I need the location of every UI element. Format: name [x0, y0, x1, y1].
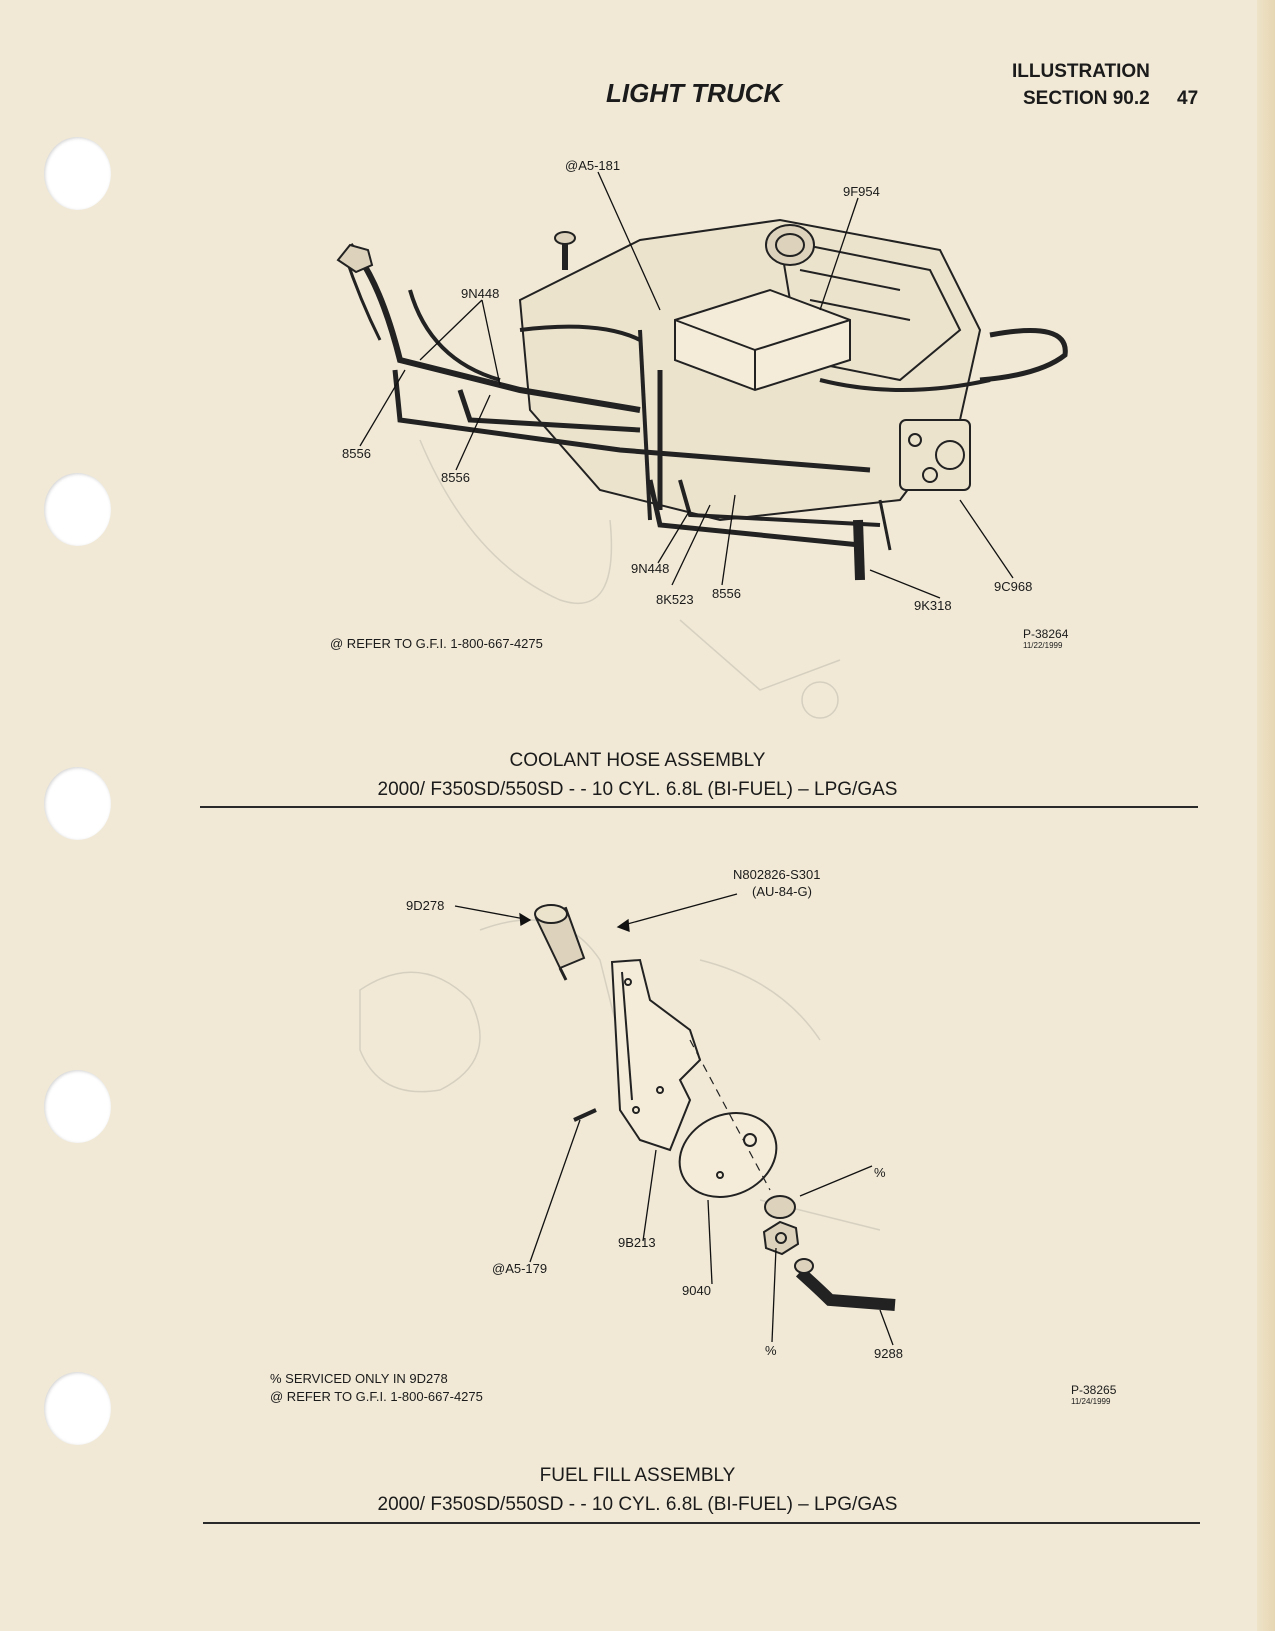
callout-9040: 9040: [682, 1283, 711, 1298]
callout-9d278: 9D278: [406, 898, 445, 913]
figure-reference-id: P-38264: [1023, 627, 1069, 641]
callout-percent-upper: %: [874, 1165, 886, 1180]
page-title: LIGHT TRUCK: [606, 78, 783, 108]
figure-reference-number: [1023, 629, 1068, 651]
figure-caption-subtitle: 2000/ F350SD/550SD - - 10 CYL. 6.8L (BI-FUEL) – LPG/GAS: [377, 1494, 898, 1515]
figure-reference-id: P-38265: [1071, 1383, 1117, 1397]
callout-9n448-lower: 9N448: [631, 561, 670, 576]
callout-8556-lower: 8556: [712, 586, 741, 601]
figure-reference-number: [1071, 1385, 1116, 1407]
figure-caption-subtitle: 2000/ F350SD/550SD - - 10 CYL. 6.8L (BI-FUEL) – LPG/GAS: [377, 779, 898, 800]
callout-n802826-s301: N802826-S301: [733, 867, 821, 882]
gfi-reference-note: @ REFER TO G.F.I. 1-800-667-4275: [270, 1389, 483, 1404]
callout-8556-left: 8556: [342, 446, 371, 461]
figure-caption-title: FUEL FILL ASSEMBLY: [539, 1465, 736, 1486]
figure-reference-date: 11/24/1999: [1071, 1397, 1111, 1406]
callout-9b213: 9B213: [618, 1235, 656, 1250]
callout-a5-179: @A5-179: [492, 1261, 548, 1276]
section-label: SECTION 90.2: [1023, 88, 1150, 109]
callout-9n448-upper: 9N448: [461, 286, 500, 301]
gfi-reference-note: @ REFER TO G.F.I. 1-800-667-4275: [330, 636, 543, 651]
callout-8556-mid: 8556: [441, 470, 470, 485]
figure-divider-rule: [203, 1522, 1200, 1524]
callout-a5-181: @A5-181: [565, 158, 621, 173]
callout-9k318: 9K318: [914, 598, 952, 613]
callout-au-84-g: (AU-84-G): [752, 884, 812, 899]
callout-9c968: 9C968: [994, 579, 1033, 594]
serviced-only-note: % SERVICED ONLY IN 9D278: [270, 1371, 448, 1386]
callout-9f954: 9F954: [843, 184, 880, 199]
callout-percent-lower: %: [765, 1343, 777, 1358]
illustration-label: ILLUSTRATION: [1012, 61, 1150, 82]
figure-caption-title: COOLANT HOSE ASSEMBLY: [509, 750, 766, 771]
callout-8k523: 8K523: [656, 592, 694, 607]
page-number: 47: [1177, 88, 1199, 109]
coolant-hose-drawing: [338, 220, 1065, 580]
fuel-fill-drawing: [535, 905, 895, 1305]
figure-reference-date: 11/22/1999: [1023, 641, 1063, 650]
figure-divider-rule: [200, 806, 1198, 808]
callout-9288: 9288: [874, 1346, 903, 1361]
